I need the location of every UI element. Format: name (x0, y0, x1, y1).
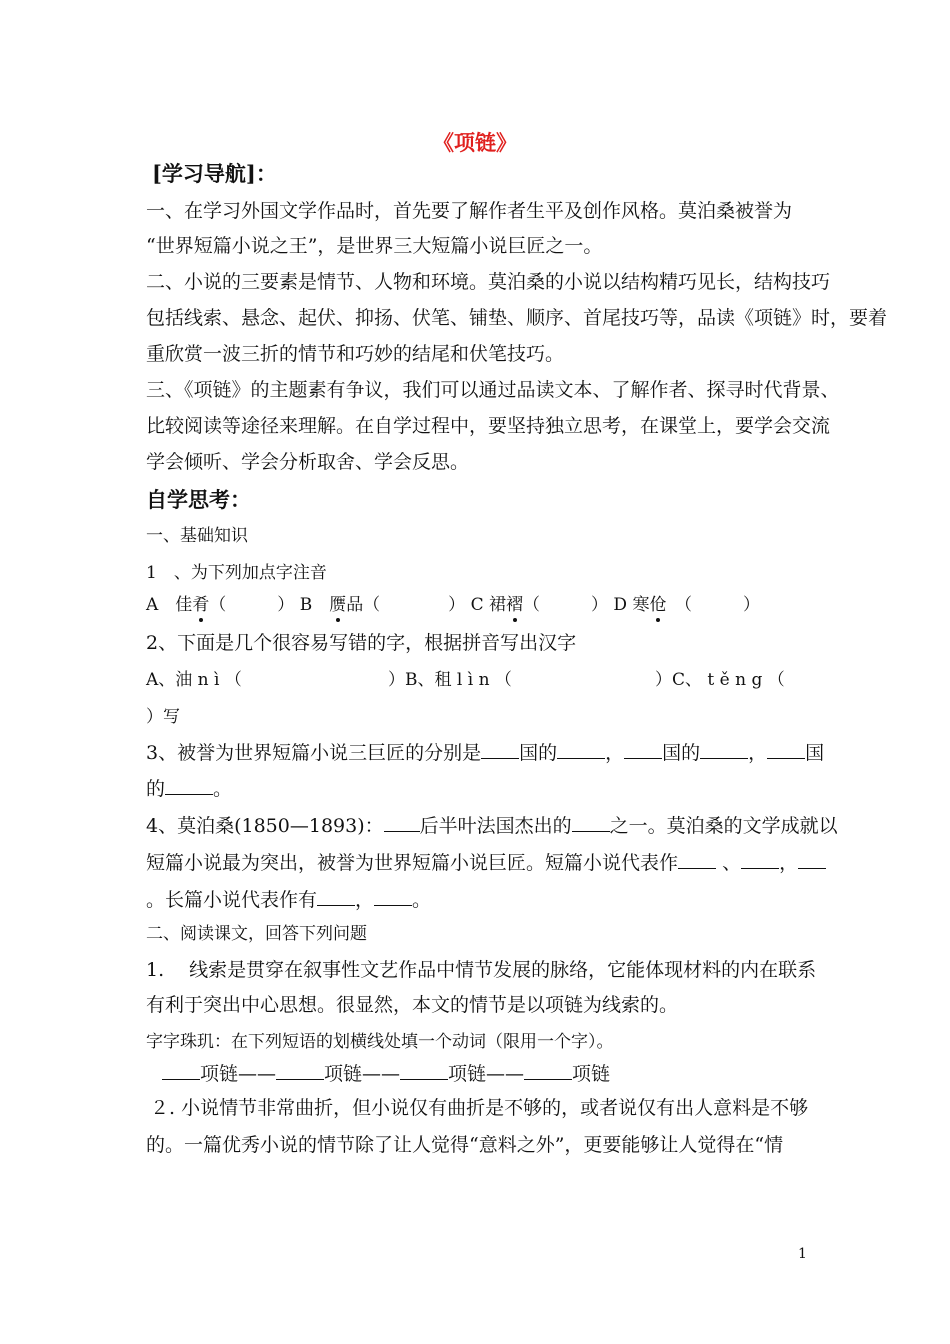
question-4-line-3: 。长篇小说代表作有 ， 。 (146, 889, 432, 911)
blank[interactable] (165, 776, 213, 795)
question-1: 1 、为下列加点字注音 (146, 563, 327, 583)
nav-line-3: 二、小说的三要素是情节、人物和环境。莫泊桑的小说以结构精巧见长，结构技巧 (146, 271, 831, 293)
question-2-a: A、油 n ì （ (146, 670, 242, 690)
question-2: 2、下面是几个很容易写错的字，根据拼音写出汉字 (146, 632, 577, 654)
question-2-c: ）C、 t ě n g （ (655, 670, 785, 690)
blank[interactable] (276, 1061, 324, 1080)
nav-line-6: 三、《项链》的主题素有争议，我们可以通过品读文本、了解作者、探寻时代背景、 (146, 379, 840, 401)
blank[interactable] (317, 887, 355, 906)
reading-q2-line-1: ２. 小说情节非常曲折，但小说仅有曲折是不够的，或者说仅有出人意料是不够 (150, 1097, 809, 1119)
page-title: 《项链》 (433, 130, 517, 155)
blank[interactable] (557, 740, 605, 759)
blank[interactable] (798, 850, 826, 869)
question-4-line-2: 短篇小说最为突出，被誉为世界短篇小说巨匠。短篇小说代表作 、 ， (146, 850, 826, 875)
nav-line-2: “世界短篇小说之王”，是世界三大短篇小说巨匠之一。 (146, 235, 603, 257)
nav-heading: [学习导航]： (152, 161, 277, 186)
nav-line-4: 包括线索、悬念、起伏、抑扬、伏笔、铺垫、顺序、首尾技巧等，品读《项链》时，要着 (146, 307, 888, 329)
blank[interactable] (384, 813, 420, 832)
dotted-char-a: 肴 (192, 595, 210, 615)
question-2-tail: ）写 (146, 707, 180, 727)
reading-q1-chain: 项链—— 项链—— 项链—— 项链 (162, 1061, 610, 1086)
question-3-line-2: 的 。 (146, 778, 233, 800)
blank[interactable] (741, 850, 779, 869)
blank[interactable] (400, 1061, 448, 1080)
blank[interactable] (162, 1061, 200, 1080)
page-number: 1 (798, 1246, 807, 1262)
dotted-char-d: 伧 (649, 595, 667, 615)
reading-q1-line-1: 1. 线索是贯穿在叙事性文艺作品中情节发展的脉络，它能体现材料的内在联系 (146, 959, 817, 981)
blank[interactable] (374, 887, 412, 906)
nav-line-1: 一、在学习外国文学作品时，首先要了解作者生平及创作风格。莫泊桑被誉为 (146, 200, 793, 222)
dotted-char-c: 褶 (506, 595, 524, 615)
nav-line-8: 学会倾听、学会分析取舍、学会反思。 (146, 451, 470, 473)
question-4-line-1: 4、莫泊桑(1850—1893)： 后半叶法国杰出的 之一。莫泊桑的文学成就以 (146, 815, 838, 837)
reading-q2-line-2: 的。一篇优秀小说的情节除了让人觉得“意料之外”，更要能够让人觉得在“情 (146, 1134, 784, 1156)
nav-line-7: 比较阅读等途径来理解。在自学过程中，要坚持独立思考，在课堂上，要学会交流 (146, 415, 831, 437)
blank[interactable] (524, 1061, 572, 1080)
dotted-char-b: 赝 (329, 595, 347, 615)
question-3-line-1: 3、被誉为世界短篇小说三巨匠的分别是 国的 ， 国的 ， 国 (146, 742, 825, 764)
blank[interactable] (572, 813, 610, 832)
question-1-options: A 佳肴（ ） B 赝品（ ） C 裙褶（ ） D 寒伧 （ ） (146, 595, 760, 615)
blank[interactable] (624, 740, 662, 759)
reading-q1-instruction: 字字珠玑：在下列短语的划横线处填一个动词（限用一个字）。 (146, 1032, 614, 1052)
section-reading: 二、阅读课文，回答下列问题 (146, 924, 367, 944)
blank[interactable] (700, 740, 748, 759)
nav-line-5: 重欣赏一波三折的情节和巧妙的结尾和伏笔技巧。 (146, 343, 565, 365)
self-study-heading: 自学思考： (146, 487, 251, 512)
reading-q1-line-2: 有利于突出中心思想。很显然，本文的情节是以项链为线索的。 (146, 994, 679, 1016)
question-2-b: ）B、租 l ì n （ (388, 670, 512, 690)
blank[interactable] (678, 850, 716, 869)
blank[interactable] (767, 740, 805, 759)
blank[interactable] (481, 740, 519, 759)
section-basic-knowledge: 一、基础知识 (146, 526, 248, 546)
